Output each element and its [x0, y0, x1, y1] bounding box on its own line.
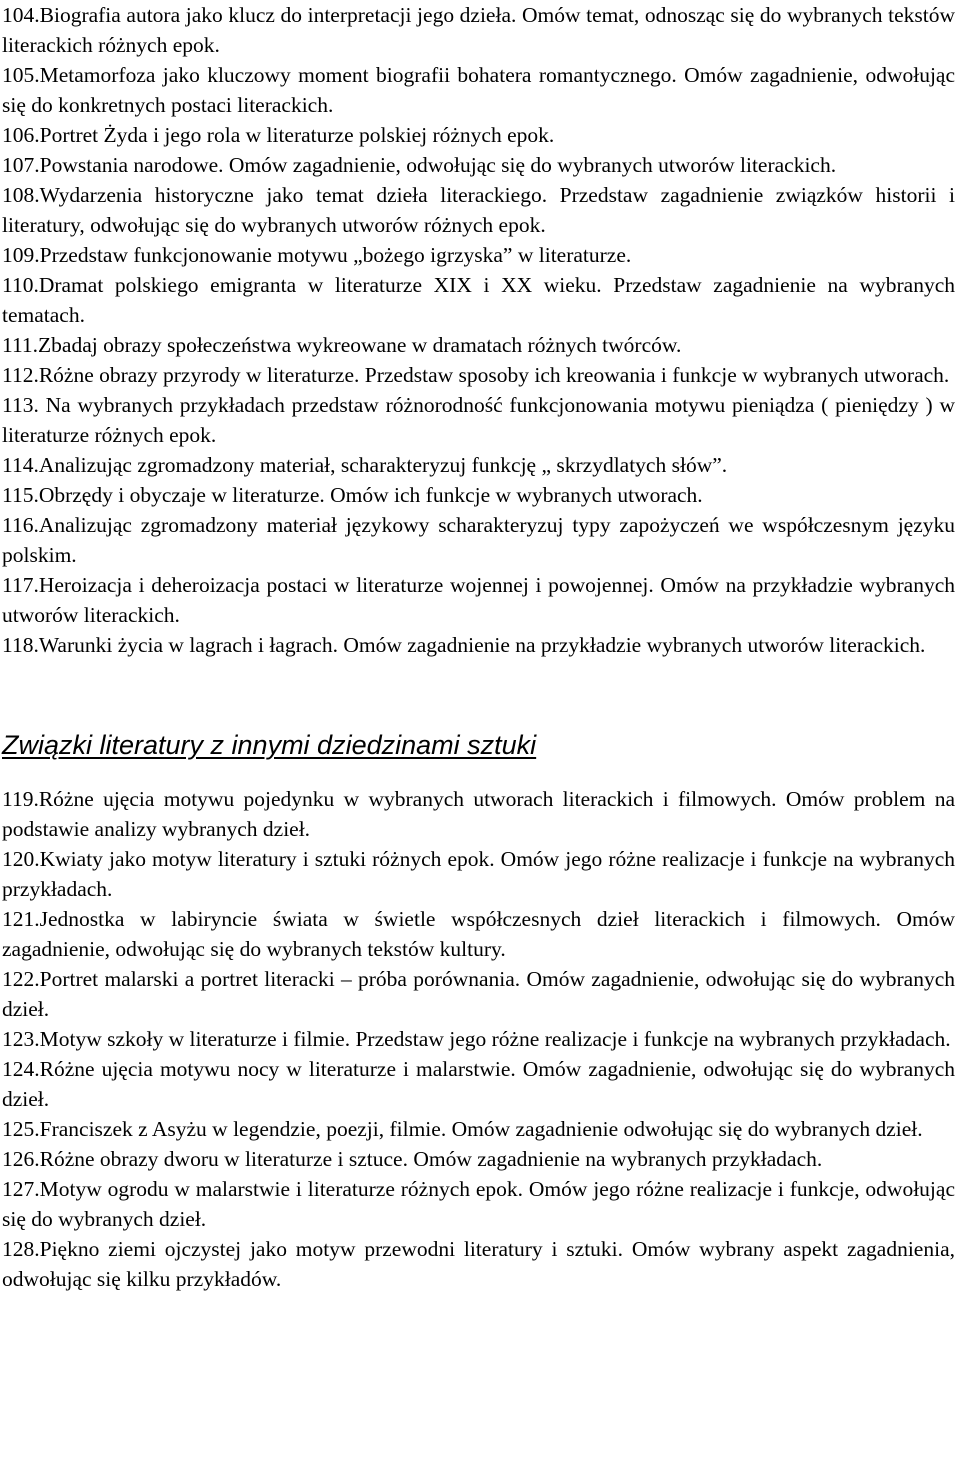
item-text: Heroizacja i deheroizacja postaci w literaturze wojennej i powojennej. Omów na przykładzie wybranych utworów literackich.: [2, 573, 955, 627]
item-number: 109.: [2, 243, 40, 267]
list-item: [2, 1234, 955, 1294]
item-text: Przedstaw funkcjonowanie motywu „bożego igrzyska” w literaturze.: [39, 243, 632, 267]
item-number: 113.: [2, 393, 39, 417]
item-text: Analizując zgromadzony materiał, scharakteryzuj funkcję „ skrzydlatych słów”.: [38, 453, 728, 477]
item-text: Na wybranych przykładach przedstaw różnorodność funkcjonowania motywu pieniądza ( pieniędzy ) w literaturze różnych epok.: [2, 393, 955, 447]
document-page: [2, 0, 955, 1294]
item-text: Różne ujęcia motywu pojedynku w wybranych utworach literackich i filmowych. Omów problem na podstawie analizy wybranych dzieł.: [2, 787, 955, 841]
list-item: [2, 390, 955, 450]
item-number: 118.: [2, 633, 39, 657]
item-number: 121.: [2, 907, 40, 931]
item-text: Analizując zgromadzony materiał językowy scharakteryzuj typy zapożyczeń we współczesnym języku polskim.: [2, 513, 955, 567]
list-item: [2, 784, 955, 844]
item-text: Franciszek z Asyżu w legendzie, poezji, filmie. Omów zagadnienie odwołując się do wybranych dzieł.: [39, 1117, 923, 1141]
list-item: [2, 150, 955, 180]
item-text: Zbadaj obrazy społeczeństwa wykreowane w dramatach różnych twórców.: [38, 333, 682, 357]
item-number: 106.: [2, 123, 40, 147]
item-text: Obrzędy i obyczaje w literaturze. Omów ich funkcje w wybranych utworach.: [38, 483, 703, 507]
item-text: Portret malarski a portret literacki – próba porównania. Omów zagadnienie, odwołując się do wybranych dzieł.: [2, 967, 955, 1021]
item-number: 104.: [2, 3, 40, 27]
item-text: Jednostka w labiryncie świata w świetle współczesnych dzieł literackich i filmowych. Omów zagadnienie, odwołując się do wybranych tekstów kultury.: [2, 907, 955, 961]
list-item: [2, 1054, 955, 1114]
item-number: 108.: [2, 183, 40, 207]
item-text: Motyw ogrodu w malarstwie i literaturze różnych epok. Omów jego różne realizacje i funkcje, odwołując się do wybranych dzieł.: [2, 1177, 955, 1231]
item-number: 117.: [2, 573, 39, 597]
item-number: 120.: [2, 847, 40, 871]
list-item: [2, 964, 955, 1024]
topic-list-part-2: [2, 784, 955, 1294]
list-item: [2, 1114, 955, 1144]
item-number: 107.: [2, 153, 40, 177]
spacer: [2, 660, 955, 728]
list-item: [2, 630, 955, 660]
item-number: 123.: [2, 1027, 40, 1051]
item-number: 119.: [2, 787, 39, 811]
list-item: [2, 844, 955, 904]
list-item: [2, 480, 955, 510]
list-item: [2, 1174, 955, 1234]
list-item: [2, 510, 955, 570]
list-item: [2, 360, 955, 390]
list-item: [2, 450, 955, 480]
item-number: 126.: [2, 1147, 40, 1171]
item-number: 112.: [2, 363, 39, 387]
item-number: 105.: [2, 63, 40, 87]
item-text: Dramat polskiego emigranta w literaturze XIX i XX wieku. Przedstaw zagadnienie na wybranych tematach.: [2, 273, 955, 327]
item-number: 122.: [2, 967, 40, 991]
item-number: 114.: [2, 453, 39, 477]
item-text: Różne obrazy dworu w literaturze i sztuce. Omów zagadnienie na wybranych przykładach.: [39, 1147, 823, 1171]
item-number: 127.: [2, 1177, 40, 1201]
list-item: [2, 120, 955, 150]
list-item: [2, 60, 955, 120]
list-item: [2, 1144, 955, 1174]
spacer: [2, 762, 955, 784]
item-text: Powstania narodowe. Omów zagadnienie, odwołując się do wybranych utworów literackich.: [39, 153, 837, 177]
item-text: Portret Żyda i jego rola w literaturze polskiej różnych epok.: [39, 123, 555, 147]
list-item: [2, 240, 955, 270]
item-text: Metamorfoza jako kluczowy moment biografii bohatera romantycznego. Omów zagadnienie, odwołując się do konkretnych postaci literackich.: [2, 63, 955, 117]
list-item: [2, 180, 955, 240]
item-number: 128.: [2, 1237, 40, 1261]
list-item: [2, 330, 955, 360]
list-item: [2, 0, 955, 60]
item-text: Motyw szkoły w literaturze i filmie. Przedstaw jego różne realizacje i funkcje na wybranych przykładach.: [39, 1027, 951, 1051]
topic-list-part-1: [2, 0, 955, 660]
item-number: 111.: [2, 333, 39, 357]
item-text: Warunki życia w lagrach i łagrach. Omów zagadnienie na przykładzie wybranych utworów literackich.: [38, 633, 926, 657]
item-text: Różne ujęcia motywu nocy w literaturze i malarstwie. Omów zagadnienie, odwołując się do wybranych dzieł.: [2, 1057, 955, 1111]
list-item: [2, 270, 955, 330]
item-text: Kwiaty jako motyw literatury i sztuki różnych epok. Omów jego różne realizacje i funkcje na wybranych przykładach.: [2, 847, 955, 901]
list-item: [2, 1024, 955, 1054]
item-text: Wydarzenia historyczne jako temat dzieła literackiego. Przedstaw zagadnienie związków historii i literatury, odwołując się do wybranych utworów różnych epok.: [2, 183, 955, 237]
item-number: 124.: [2, 1057, 40, 1081]
item-text: Biografia autora jako klucz do interpretacji jego dzieła. Omów temat, odnosząc się do wybranych tekstów literackich różnych epok.: [2, 3, 955, 57]
item-text: Różne obrazy przyrody w literaturze. Przedstaw sposoby ich kreowania i funkcje w wybranych utworach.: [38, 363, 950, 387]
item-text: Piękno ziemi ojczystej jako motyw przewodni literatury i sztuki. Omów wybrany aspekt zagadnienia, odwołując się kilku przykładów.: [2, 1237, 955, 1291]
item-number: 125.: [2, 1117, 40, 1141]
section-heading: Związki literatury z innymi dziedzinami sztuki: [2, 730, 537, 760]
list-item: [2, 570, 955, 630]
item-number: 115.: [2, 483, 39, 507]
item-number: 116.: [2, 513, 39, 537]
item-number: 110.: [2, 273, 39, 297]
list-item: [2, 904, 955, 964]
